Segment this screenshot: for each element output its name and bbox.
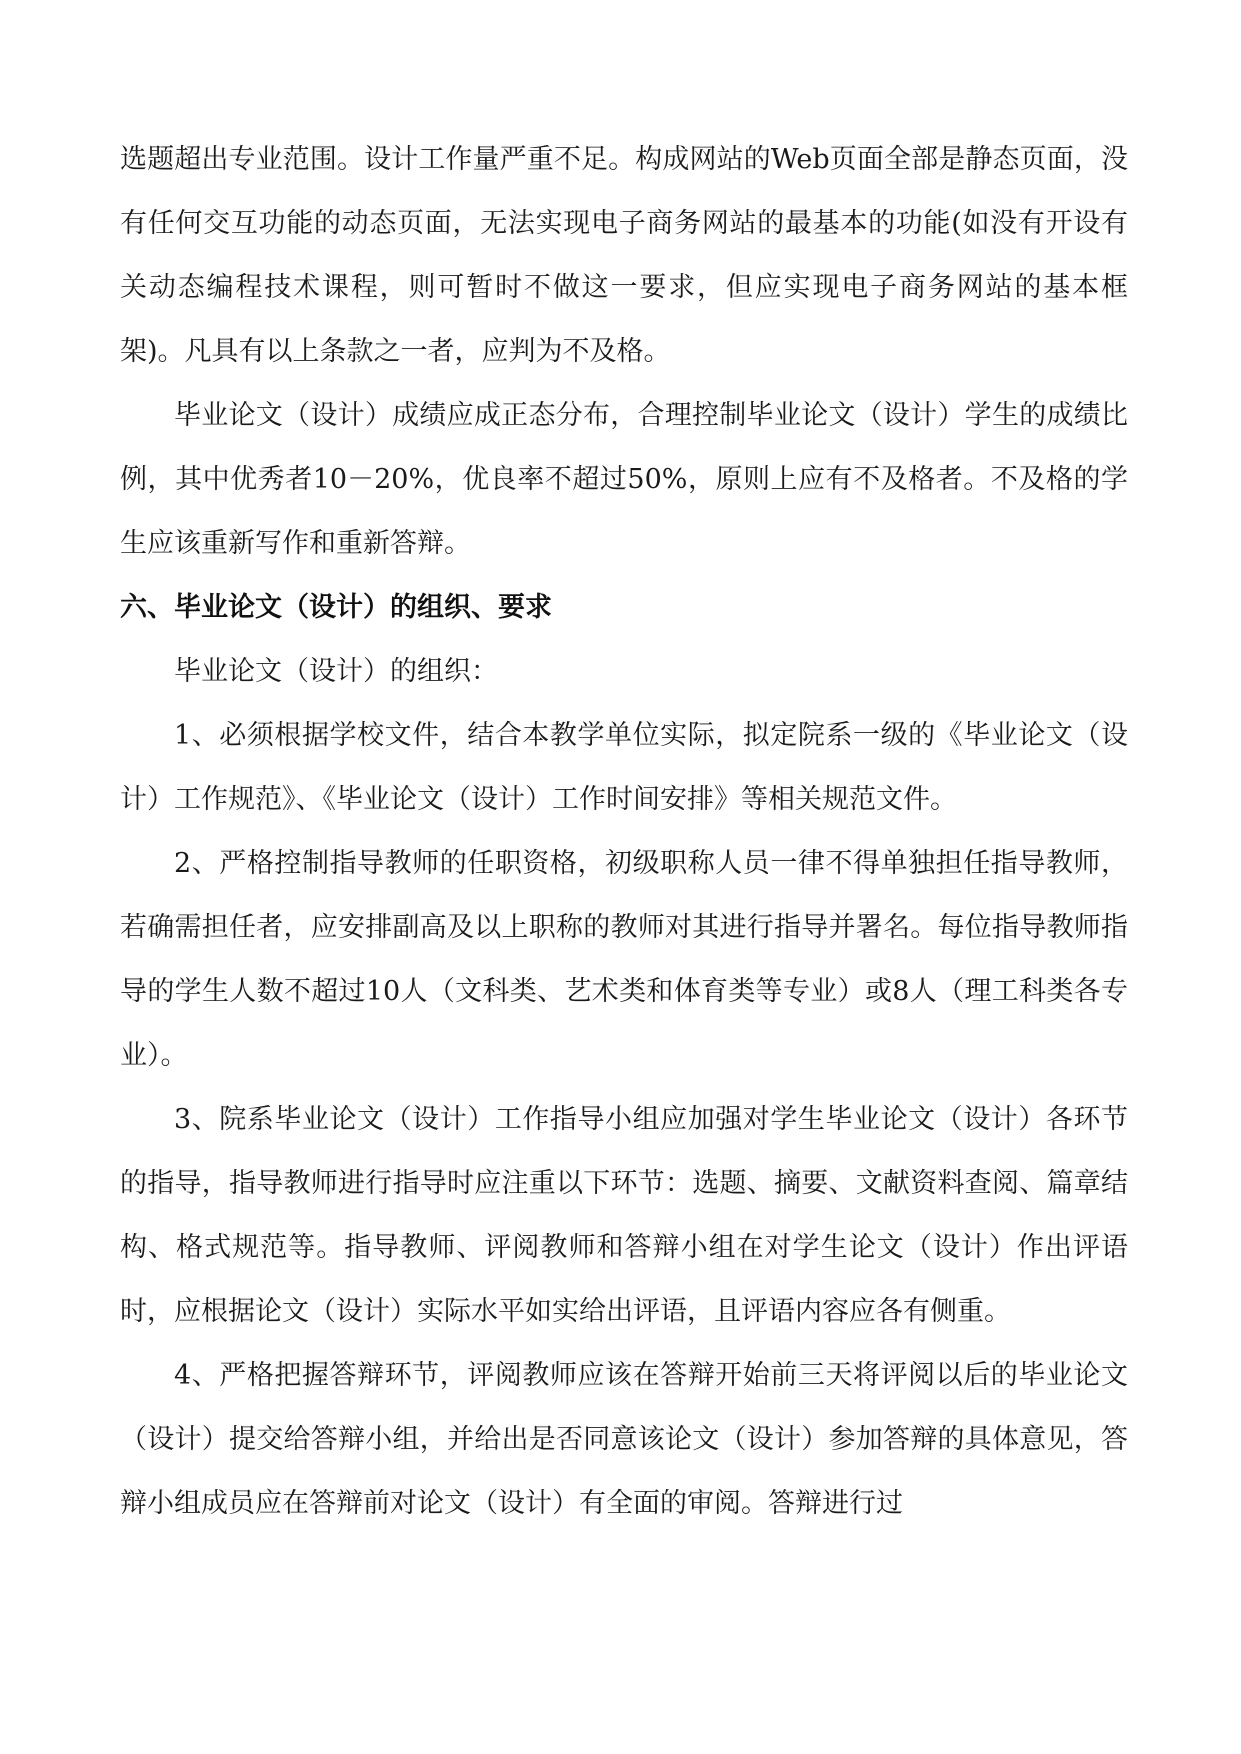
section-heading-organization-requirements: 六、毕业论文（设计）的组织、要求 (120, 592, 552, 623)
paragraph-item-4: 4、严格把握答辩环节，评阅教师应该在答辩开始前三天将评阅以后的毕业论文（设计）提交给答辩小组，并给出是否同意该论文（设计）参加答辩的具体意见，答辩小组成员应在答辩前对论文（设计）有全面的审阅。答辩进行过 (120, 1360, 1128, 1519)
paragraph-organization-intro: 毕业论文（设计）的组织： (174, 656, 498, 687)
paragraph-item-2: 2、严格控制指导教师的任职资格，初级职称人员一律不得单独担任指导教师，若确需担任者，应安排副高及以上职称的教师对其进行指导并署名。每位指导教师指导的学生人数不超过10人（文科类、艺术类和体育类等专业）或8人（理工科类各专业）。 (120, 848, 1128, 1071)
document-body (120, 128, 1128, 1536)
paragraph-item-3: 3、院系毕业论文（设计）工作指导小组应加强对学生毕业论文（设计）各环节的指导，指导教师进行指导时应注重以下环节：选题、摘要、文献资料查阅、篇章结构、格式规范等。指导教师、评阅教师和答辩小组在对学生论文（设计）作出评语时，应根据论文（设计）实际水平如实给出评语，且评语内容应各有侧重。 (120, 1104, 1128, 1327)
paragraph-item-1: 1、必须根据学校文件，结合本教学单位实际，拟定院系一级的《毕业论文（设计）工作规范》、《毕业论文（设计）工作时间安排》等相关规范文件。 (120, 720, 1128, 815)
paragraph-grade-distribution: 毕业论文（设计）成绩应成正态分布，合理控制毕业论文（设计）学生的成绩比例，其中优秀者10－20%，优良率不超过50%，原则上应有不及格者。不及格的学生应该重新写作和重新答辩。 (120, 400, 1128, 559)
paragraph-grading-failure-criteria: 选题超出专业范围。设计工作量严重不足。构成网站的Web页面全部是静态页面，没有任何交互功能的动态页面，无法实现电子商务网站的最基本的功能(如没有开设有关动态编程技术课程，则可暂时不做这一要求，但应实现电子商务网站的基本框架)。凡具有以上条款之一者，应判为不及格。 (120, 144, 1128, 367)
